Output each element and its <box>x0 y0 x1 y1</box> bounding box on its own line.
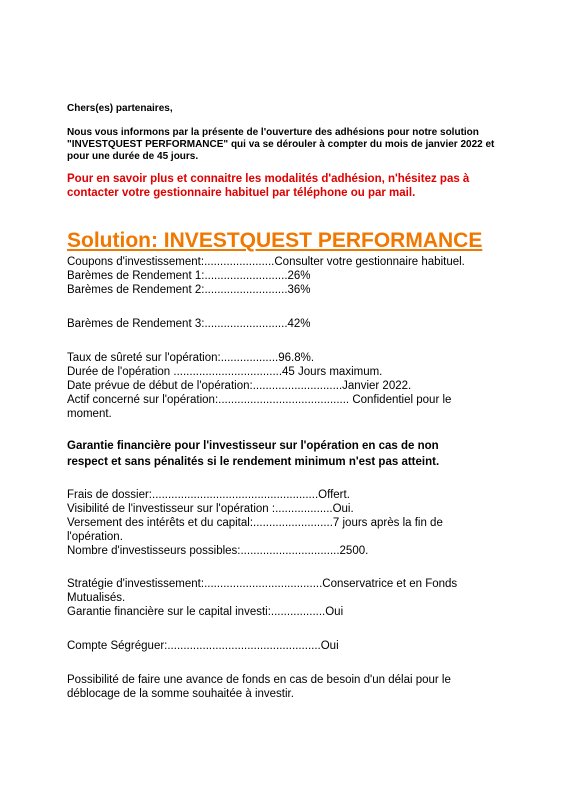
taux-line: Taux de sûreté sur l'opération:..................96.8%. <box>67 352 315 364</box>
intro-line-3: pour une durée de 45 jours. <box>67 151 199 162</box>
compte-line: Compte Ségréguer:................................................Oui <box>67 640 339 652</box>
actif-line-2: moment. <box>67 408 112 420</box>
versement-line-2: l'opération. <box>67 531 123 543</box>
possibilite-line-1: Possibilité de faire une avance de fonds en cas de besoin d'un délai pour le <box>67 674 451 686</box>
possibilite-line-2: déblocage de la somme souhaitée à investir. <box>67 688 294 700</box>
intro-line-2: "INVESTQUEST PERFORMANCE" qui va se dérouler à compter du mois de janvier 2022 et <box>67 139 495 150</box>
duree-line: Durée de l'opération ..................................45 Jours maximum. <box>67 366 383 378</box>
bareme-3-line: Barèmes de Rendement 3:..........................42% <box>67 318 311 330</box>
date-line: Date prévue de début de l'opération:............................Janvier 2022. <box>67 380 412 392</box>
notice-line-2: contacter votre gestionnaire habituel par téléphone ou par mail. <box>67 187 416 199</box>
coupons-line: Coupons d'investissement:......................Consulter votre gestionnaire habituel. <box>67 256 465 268</box>
solution-title: Solution: INVESTQUEST PERFORMANCE <box>67 229 483 252</box>
bareme-2-line: Barèmes de Rendement 2:..........................36% <box>67 284 311 296</box>
garantie-heading-line-2: respect et sans pénalités si le rendement minimum n'est pas atteint. <box>67 456 440 468</box>
garantie-capital-line: Garantie financière sur le capital investi:.................Oui <box>67 606 344 618</box>
nombre-line: Nombre d'investisseurs possibles:...............................2500. <box>67 545 369 557</box>
visibilite-line: Visibilité de l'investisseur sur l'opération :..................Oui. <box>67 503 354 515</box>
intro-line-1: Nous vous informons par la présente de l'ouverture des adhésions pour notre solution <box>67 127 479 138</box>
strategie-line-1: Stratégie d'investissement:.....................................Conservatrice et en Fonds <box>67 578 458 590</box>
actif-line-1: Actif concerné sur l'opération:......................................... Confidentiel pour le <box>67 394 452 406</box>
garantie-heading-line-1: Garantie financière pour l'investisseur sur l'opération en cas de non <box>67 440 439 452</box>
bareme-1-line: Barèmes de Rendement 1:..........................26% <box>67 270 311 282</box>
frais-line: Frais de dossier:....................................................Offert. <box>67 489 350 501</box>
versement-line-1: Versement des intérêts et du capital:.........................7 jours après la fin de <box>67 517 443 529</box>
salutation: Chers(es) partenaires, <box>67 103 173 114</box>
notice-line-1: Pour en savoir plus et connaitre les modalités d'adhésion, n'hésitez pas à <box>67 173 470 185</box>
strategie-line-2: Mutualisés. <box>67 592 126 604</box>
